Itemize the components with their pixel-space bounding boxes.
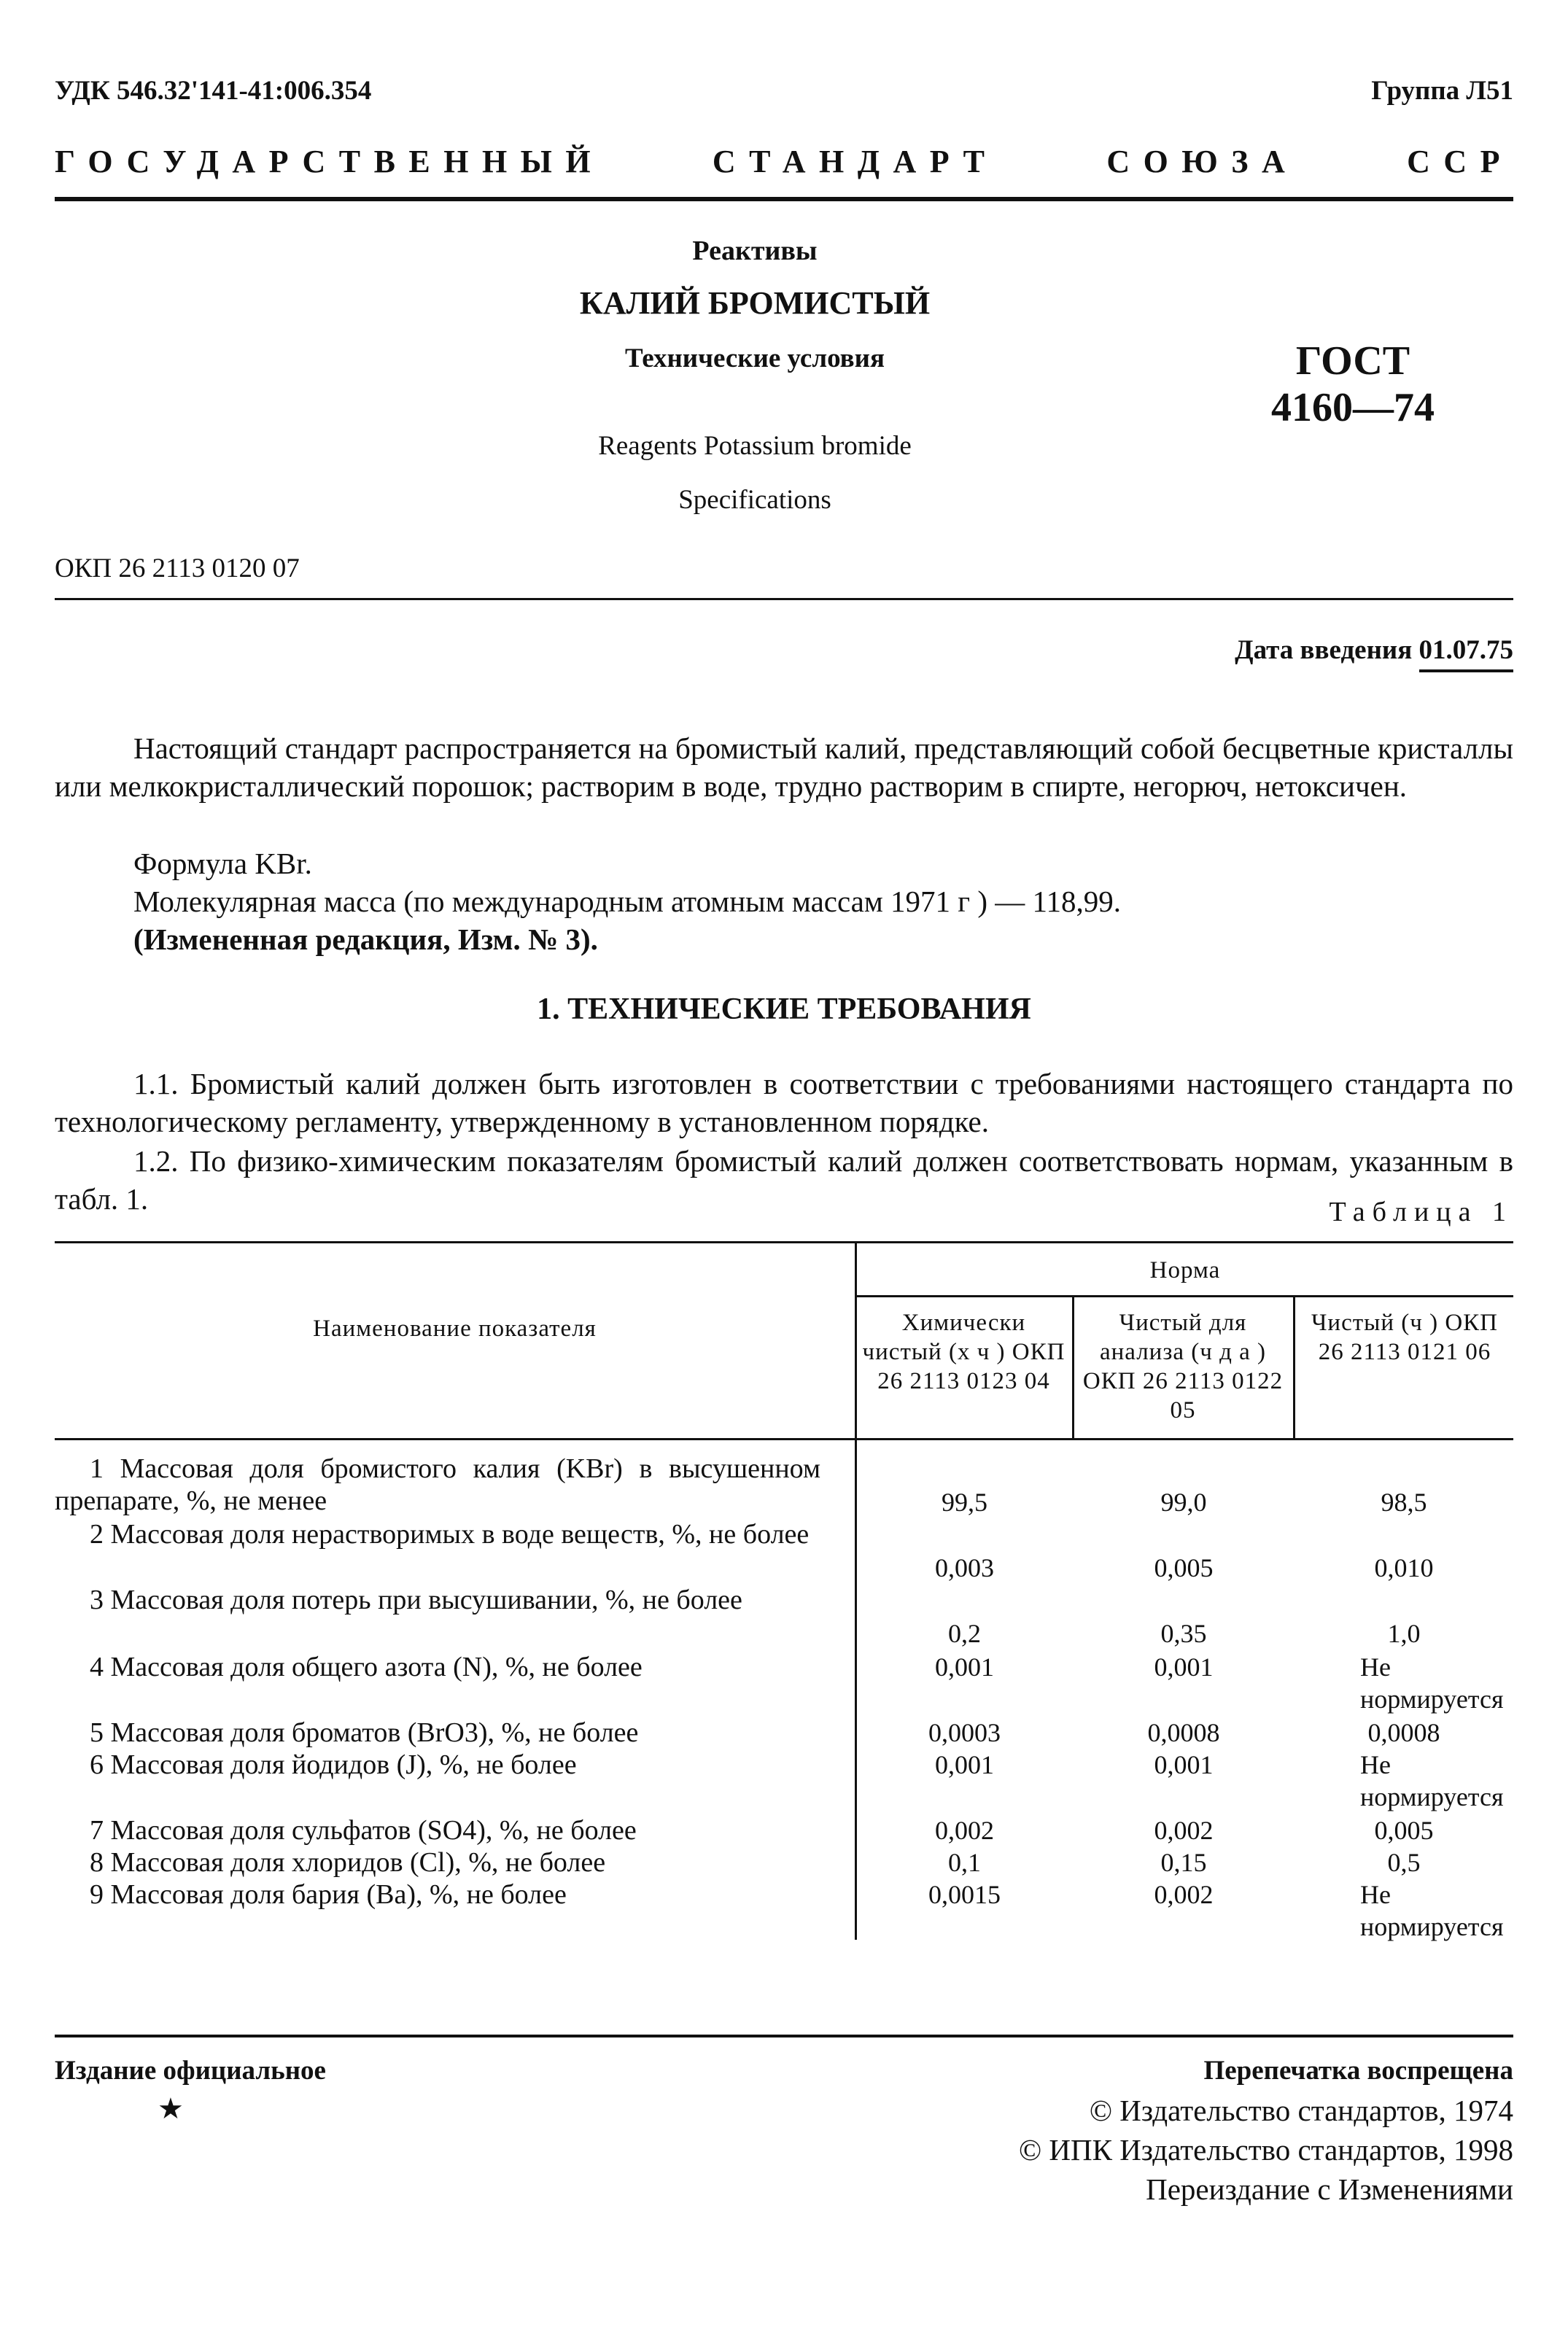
gost-code: 4160—74 xyxy=(1271,385,1435,430)
reissue-note: Переиздание с Изменениями xyxy=(1146,2172,1513,2206)
title-product: КАЛИЙ БРОМИСТЫЙ xyxy=(579,285,931,321)
banner-word-2: СТАНДАРТ xyxy=(712,144,998,179)
molecular-mass-line: Молекулярная масса (по международным атомным массам 1971 г ) — 118,99. xyxy=(133,885,1122,918)
col-divider-2 xyxy=(1072,1295,1074,1438)
col-divider-3 xyxy=(1293,1295,1295,1438)
okp-code: ОКП 26 2113 0120 07 xyxy=(55,553,300,583)
date-introduced xyxy=(1235,634,1513,666)
section-heading: 1. ТЕХНИЧЕСКИЕ ТРЕБОВАНИЯ xyxy=(537,992,1031,1026)
norma-rule xyxy=(855,1295,1513,1297)
banner-word-4: ССР xyxy=(1407,144,1513,179)
table-label: Таблица 1 xyxy=(1329,1197,1513,1227)
title-specs: Технические условия xyxy=(625,343,885,373)
table-row-4-v2: 0,001 xyxy=(1154,1652,1214,1682)
copyright-1998: © ИПК Издательство стандартов, 1998 xyxy=(1018,2133,1513,2167)
col-header-name: Наименование показателя xyxy=(313,1316,597,1342)
table-row-2-v3: 0,010 xyxy=(1374,1553,1434,1582)
star-icon: ★ xyxy=(158,2092,184,2125)
banner-word-1: ГОСУДАРСТВЕННЫЙ xyxy=(55,144,605,179)
date-label: Дата введения xyxy=(1235,635,1413,665)
table-row-5-name: 5 Массовая доля броматов (BrO3), %, не более xyxy=(90,1717,639,1748)
table-row-9-v3: Не нормируется xyxy=(1360,1880,1504,1941)
header-rule-bottom xyxy=(55,598,1513,600)
table-row-8-name: 8 Массовая доля хлоридов (Cl), %, не более xyxy=(90,1847,606,1878)
table-row-1-v1: 99,5 xyxy=(942,1488,987,1517)
edition-note: (Измененная редакция, Изм. № 3). xyxy=(133,922,598,956)
title-reagents: Реактивы xyxy=(692,236,818,266)
table-row-4-v1: 0,001 xyxy=(935,1652,994,1682)
norms-table xyxy=(55,1241,1513,1949)
table-row-9-v1: 0,0015 xyxy=(928,1880,1001,1909)
reprint-prohibited: Перепечатка воспрещена xyxy=(1203,2056,1513,2086)
table-row-9-v2: 0,002 xyxy=(1154,1880,1214,1909)
banner-word-3: СОЮЗА xyxy=(1106,144,1299,179)
table-row-1-v2: 99,0 xyxy=(1160,1488,1207,1517)
table-row-2-v2: 0,005 xyxy=(1154,1553,1214,1582)
table-row-8-v3: 0,5 xyxy=(1387,1848,1421,1877)
title-english: Reagents Potassium bromide xyxy=(598,431,912,461)
table-row-3-v1: 0,2 xyxy=(948,1619,981,1648)
title-english-specs: Specifications xyxy=(678,485,831,515)
header-rule-top xyxy=(55,197,1513,201)
clause-1-2: 1.2. По физико-химическим показателям бромистый калий должен соответствовать нормам, указанным в табл. 1. xyxy=(55,1144,1513,1216)
copyright-1974: © Издательство стандартов, 1974 xyxy=(1089,2094,1513,2127)
table-row-5-v1: 0,0003 xyxy=(928,1718,1001,1747)
table-row-6-v2: 0,001 xyxy=(1154,1750,1214,1779)
date-value: 01.07.75 xyxy=(1419,635,1514,672)
table-row-1-v3: 98,5 xyxy=(1381,1488,1427,1517)
formula-line: Формула KBr. xyxy=(133,847,312,880)
col-header-norma: Норма xyxy=(1149,1257,1221,1283)
table-row-7-name: 7 Массовая доля сульфатов (SO4), %, не более xyxy=(90,1815,637,1846)
gost-number xyxy=(1243,338,1462,431)
group-code: Группа Л51 xyxy=(1371,76,1513,106)
table-row-6-v3: Не нормируется xyxy=(1360,1750,1504,1811)
table-row-7-v1: 0,002 xyxy=(935,1816,994,1845)
table-row-4-v3: Не нормируется xyxy=(1360,1652,1504,1714)
table-row-5-v3: 0,0008 xyxy=(1367,1718,1440,1747)
official-edition: Издание официальное xyxy=(55,2056,326,2086)
table-row-3-v3: 1,0 xyxy=(1387,1619,1421,1648)
table-row-3-v2: 0,35 xyxy=(1160,1619,1207,1648)
table-row-6-v1: 0,001 xyxy=(935,1750,994,1779)
col-header-pure: Чистый (ч ) ОКП 26 2113 0121 06 xyxy=(1311,1310,1498,1365)
state-standard-banner xyxy=(55,143,1513,187)
table-row-8-v1: 0,1 xyxy=(948,1848,981,1877)
table-row-5-v2: 0,0008 xyxy=(1147,1718,1220,1747)
col-header-chemically-pure: Химически чистый (х ч ) ОКП 26 2113 0123 04 xyxy=(862,1310,1066,1394)
table-top-rule xyxy=(55,1241,1513,1243)
intro-paragraph: Настоящий стандарт распространяется на бромистый калий, представляющий собой бесцветные кристаллы или мелкокристаллический порошок; растворим в воде, трудно растворим в спирте, негорюч, нетоксичен. xyxy=(55,731,1513,803)
footer-rule xyxy=(55,2035,1513,2037)
col-header-analysis-pure: Чистый для анализа (ч д а ) ОКП 26 2113 0122 05 xyxy=(1082,1310,1284,1423)
table-row-7-v3: 0,005 xyxy=(1374,1816,1434,1845)
table-row-6-name: 6 Массовая доля йодидов (J), %, не более xyxy=(90,1749,577,1780)
gost-label: ГОСТ xyxy=(1295,338,1410,384)
table-row-1-name: 1 Массовая доля бромистого калия (KBr) в высушенном препарате, %, не менее xyxy=(55,1453,820,1516)
table-row-7-v2: 0,002 xyxy=(1154,1816,1214,1845)
table-row-8-v2: 0,15 xyxy=(1160,1848,1207,1877)
table-row-3-name: 3 Массовая доля потерь при высушивании, %, не более xyxy=(90,1585,742,1615)
table-row-2-v1: 0,003 xyxy=(935,1553,994,1582)
clause-1-1: 1.1. Бромистый калий должен быть изготовлен в соответствии с требованиями настоящего стандарта по технологическому регламенту, утвержденному в установленном порядке. xyxy=(55,1067,1513,1138)
udk-code: УДК 546.32'141-41:006.354 xyxy=(55,76,372,106)
table-header-rule xyxy=(55,1438,1513,1440)
table-row-9-name: 9 Массовая доля бария (Ba), %, не более xyxy=(90,1879,567,1910)
table-row-4-name: 4 Массовая доля общего азота (N), %, не более xyxy=(90,1652,643,1682)
table-row-2-name: 2 Массовая доля нерастворимых в воде веществ, %, не более xyxy=(90,1519,810,1550)
